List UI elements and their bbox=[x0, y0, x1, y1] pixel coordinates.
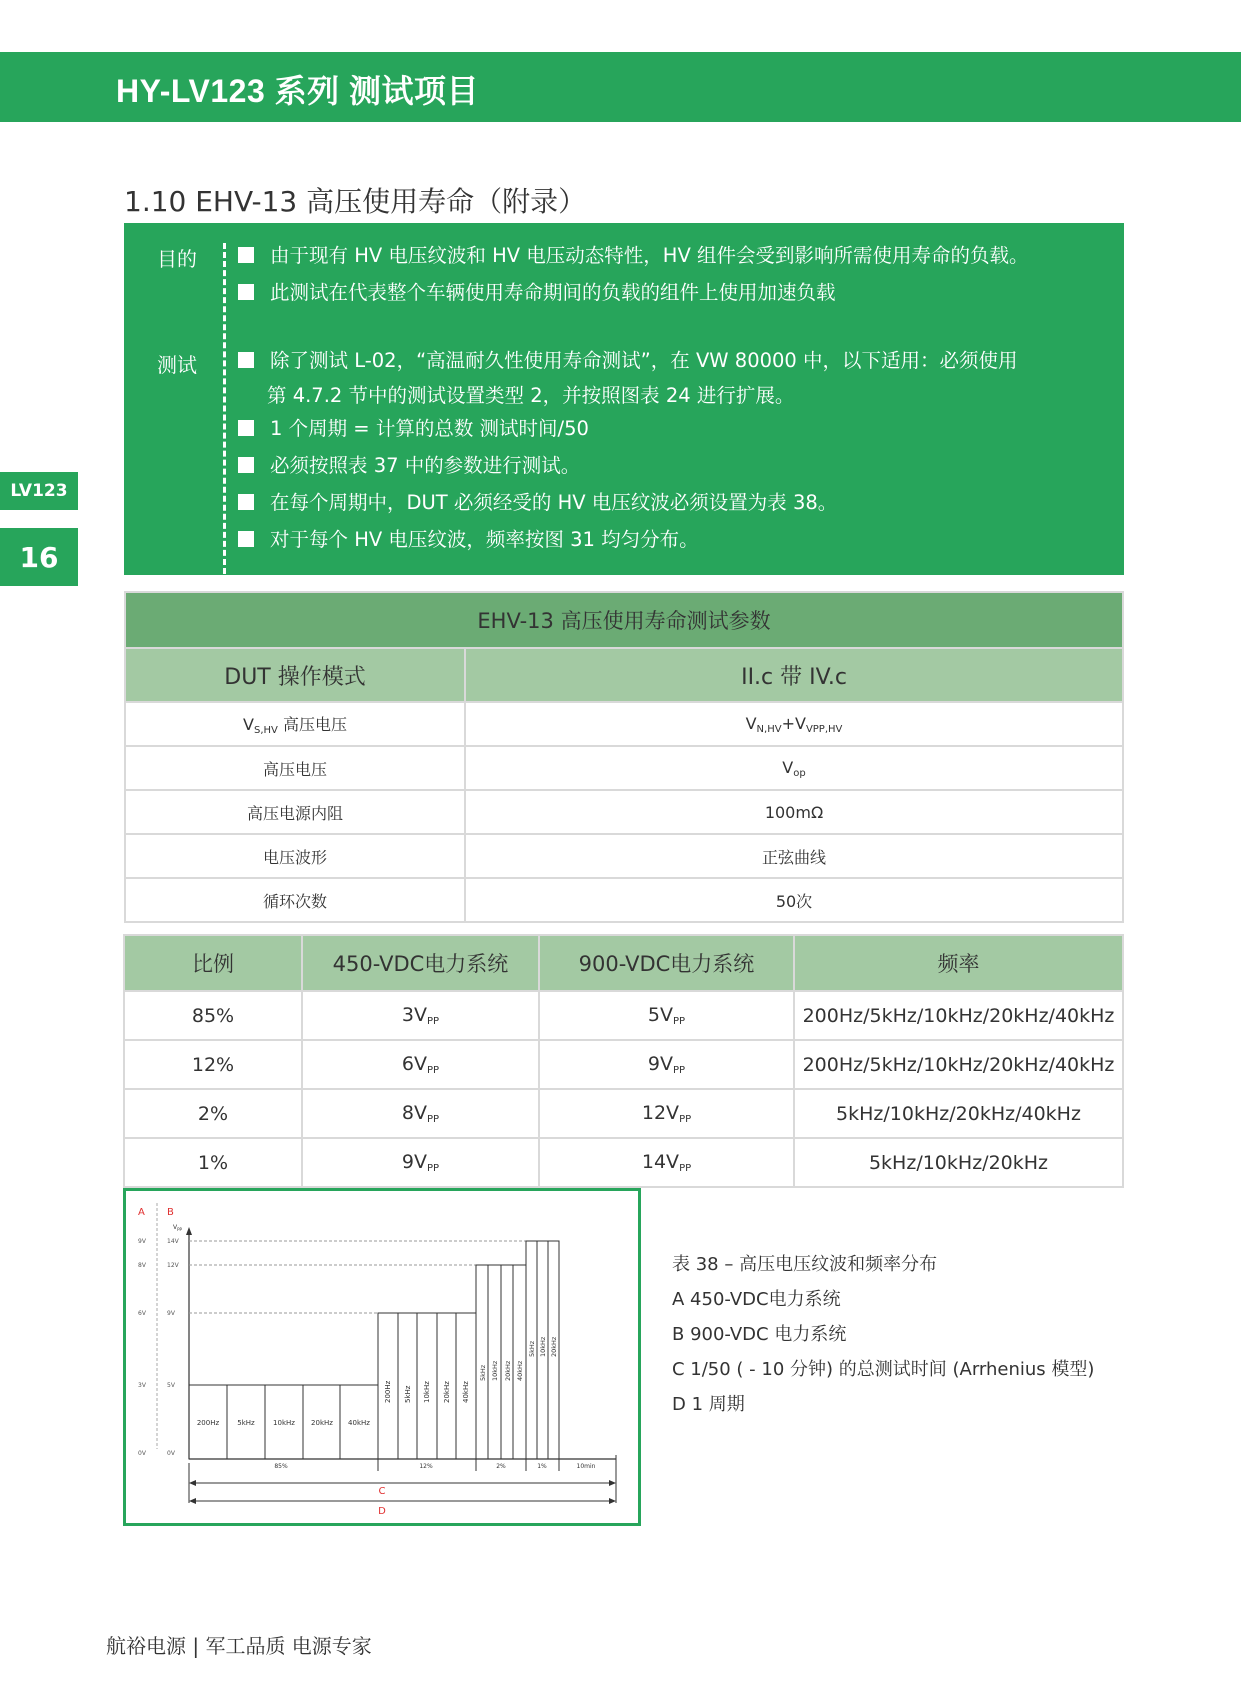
column-header: 频率 bbox=[794, 935, 1123, 991]
legend-item: D 1 周期 bbox=[672, 1394, 745, 1415]
table-row bbox=[124, 1040, 1123, 1089]
v450-cell: $9V_{PP}$ bbox=[302, 1138, 539, 1187]
param-value-cell: $V_{op}$ bbox=[465, 746, 1123, 790]
param-value-cell: 正弦曲线 bbox=[465, 834, 1123, 878]
bullet-square-icon bbox=[238, 352, 254, 368]
svg-text:12%: 12% bbox=[419, 1463, 433, 1470]
param-name-cell: 电压波形 bbox=[125, 834, 465, 878]
bullet-square-icon bbox=[238, 420, 254, 436]
header-title: HY-LV123 系列 测试项目 bbox=[116, 73, 480, 109]
freq-cell: 5kHz/10kHz/20kHz bbox=[794, 1138, 1123, 1187]
svg-text:10kHz: 10kHz bbox=[491, 1360, 499, 1381]
ratio-cell: 2% bbox=[124, 1089, 302, 1138]
freq-cell: 5kHz/10kHz/20kHz/40kHz bbox=[794, 1089, 1123, 1138]
table-row bbox=[125, 790, 1123, 834]
bullet-square-icon bbox=[238, 247, 254, 263]
column-header: 比例 bbox=[124, 935, 302, 991]
legend-item: C 1/50 ( - 10 分钟) 的总测试时间 (Arrhenius 模型) bbox=[672, 1359, 1095, 1380]
test-item: 除了测试 L-02，“高温耐久性使用寿命测试”，在 VW 80000 中，以下适用：必须使用 bbox=[238, 345, 1018, 376]
test-parameters-table bbox=[124, 591, 1124, 923]
side-tab-series: LV123 bbox=[0, 472, 78, 510]
legend-title: 表 38 – 高压电压纹波和频率分布 bbox=[672, 1254, 938, 1275]
svg-text:0V: 0V bbox=[167, 1450, 175, 1457]
svg-text:8V: 8V bbox=[138, 1262, 146, 1269]
test-label: 测试 bbox=[157, 353, 197, 377]
svg-text:5kHz: 5kHz bbox=[479, 1364, 487, 1381]
section-title: 1.10 EHV-13 高压使用寿命（附录） bbox=[124, 185, 587, 218]
table-row bbox=[125, 746, 1123, 790]
ratio-cell: 1% bbox=[124, 1138, 302, 1187]
svg-text:5V: 5V bbox=[167, 1382, 175, 1389]
column-header: 450-VDC电力系统 bbox=[302, 935, 539, 991]
table-row bbox=[125, 702, 1123, 746]
svg-text:9V: 9V bbox=[138, 1238, 146, 1245]
svg-text:20kHz: 20kHz bbox=[311, 1419, 333, 1427]
param-value-cell: $V_{N,HV}+V_{VPP,HV}$ bbox=[465, 702, 1123, 746]
svg-text:20kHz: 20kHz bbox=[504, 1360, 512, 1381]
svg-text:40kHz: 40kHz bbox=[348, 1419, 370, 1427]
column-header: DUT 操作模式 bbox=[125, 648, 465, 702]
ratio-cell: 12% bbox=[124, 1040, 302, 1089]
svg-text:10min: 10min bbox=[576, 1463, 596, 1470]
param-name-cell: 高压电压 bbox=[125, 746, 465, 790]
purpose-item: 此测试在代表整个车辆使用寿命期间的负载的组件上使用加速负载 bbox=[238, 277, 836, 308]
param-name-cell: 循环次数 bbox=[125, 878, 465, 922]
svg-text:20kHz: 20kHz bbox=[550, 1336, 558, 1357]
svg-text:9V: 9V bbox=[167, 1310, 175, 1317]
v900-cell: $9V_{PP}$ bbox=[539, 1040, 794, 1089]
v450-cell: $3V_{PP}$ bbox=[302, 991, 539, 1040]
legend-item: B 900-VDC 电力系统 bbox=[672, 1324, 847, 1345]
y-axis-label: $V_{PP}$ bbox=[173, 1224, 182, 1232]
purpose-test-box bbox=[124, 223, 1124, 575]
test-item: 对于每个 HV 电压纹波，频率按图 31 均匀分布。 bbox=[238, 524, 699, 555]
freq-cell: 200Hz/5kHz/10kHz/20kHz/40kHz bbox=[794, 1040, 1123, 1089]
svg-text:200Hz: 200Hz bbox=[384, 1380, 392, 1403]
svg-text:3V: 3V bbox=[138, 1382, 146, 1389]
svg-text:5kHz: 5kHz bbox=[404, 1385, 412, 1403]
freq-cell: 200Hz/5kHz/10kHz/20kHz/40kHz bbox=[794, 991, 1123, 1040]
purpose-item: 由于现有 HV 电压纹波和 HV 电压动态特性，HV 组件会受到影响所需使用寿命的负载。 bbox=[238, 240, 1029, 271]
legend-item: A 450-VDC电力系统 bbox=[672, 1289, 841, 1310]
bullet-square-icon bbox=[238, 494, 254, 510]
param-value-cell: 100mΩ bbox=[465, 790, 1123, 834]
svg-text:40kHz: 40kHz bbox=[462, 1381, 470, 1403]
svg-text:5kHz: 5kHz bbox=[237, 1419, 255, 1427]
bullet-square-icon bbox=[238, 457, 254, 473]
test-item: 在每个周期中，DUT 必须经受的 HV 电压纹波必须设置为表 38。 bbox=[238, 487, 837, 518]
c-label: C bbox=[378, 1486, 386, 1497]
axis-a-label: A bbox=[138, 1207, 145, 1218]
table-row bbox=[125, 834, 1123, 878]
bullet-square-icon bbox=[238, 531, 254, 547]
param-name-cell: $V_{S,HV}$ 高压电压 bbox=[125, 702, 465, 746]
table-row bbox=[124, 1138, 1123, 1187]
param-value-cell: 50次 bbox=[465, 878, 1123, 922]
page-header bbox=[0, 52, 1241, 122]
v900-cell: $14V_{PP}$ bbox=[539, 1138, 794, 1187]
ripple-frequency-diagram bbox=[123, 1188, 641, 1526]
svg-text:20kHz: 20kHz bbox=[443, 1381, 451, 1403]
ratio-cell: 85% bbox=[124, 991, 302, 1040]
page-footer: 航裕电源 | 军工品质 电源专家 bbox=[106, 1634, 372, 1658]
svg-text:85%: 85% bbox=[274, 1463, 288, 1470]
svg-text:10kHz: 10kHz bbox=[539, 1336, 547, 1357]
side-tab-page-number: 16 bbox=[0, 528, 78, 586]
v450-cell: $6V_{PP}$ bbox=[302, 1040, 539, 1089]
svg-text:1%: 1% bbox=[537, 1463, 547, 1470]
d-label: D bbox=[378, 1506, 386, 1517]
svg-text:40kHz: 40kHz bbox=[516, 1360, 524, 1381]
svg-text:6V: 6V bbox=[138, 1310, 146, 1317]
test-item: 必须按照表 37 中的参数进行测试。 bbox=[238, 450, 580, 481]
table-row bbox=[124, 991, 1123, 1040]
param-name-cell: 高压电源内阻 bbox=[125, 790, 465, 834]
svg-text:12V: 12V bbox=[167, 1262, 179, 1269]
column-header: II.c 带 IV.c bbox=[465, 648, 1123, 702]
ripple-distribution-table bbox=[123, 934, 1124, 1188]
dashed-divider bbox=[223, 243, 226, 583]
svg-text:0V: 0V bbox=[138, 1450, 146, 1457]
test-item: 1 个周期 = 计算的总数 测试时间/50 bbox=[238, 413, 589, 444]
svg-text:10kHz: 10kHz bbox=[273, 1419, 295, 1427]
axis-b-label: B bbox=[167, 1207, 174, 1218]
test-item-continuation: 第 4.7.2 节中的测试设置类型 2，并按照图表 24 进行扩展。 bbox=[267, 384, 795, 407]
svg-text:2%: 2% bbox=[496, 1463, 506, 1470]
v450-cell: $8V_{PP}$ bbox=[302, 1089, 539, 1138]
column-header: 900-VDC电力系统 bbox=[539, 935, 794, 991]
svg-text:10kHz: 10kHz bbox=[423, 1381, 431, 1403]
bullet-square-icon bbox=[238, 284, 254, 300]
svg-text:200Hz: 200Hz bbox=[196, 1419, 220, 1427]
v900-cell: $5V_{PP}$ bbox=[539, 991, 794, 1040]
table-caption: EHV-13 高压使用寿命测试参数 bbox=[125, 592, 1123, 648]
v900-cell: $12V_{PP}$ bbox=[539, 1089, 794, 1138]
table-row bbox=[125, 878, 1123, 922]
table-row bbox=[124, 1089, 1123, 1138]
diagram-legend bbox=[672, 1250, 1094, 1425]
svg-text:14V: 14V bbox=[167, 1238, 179, 1245]
svg-text:5kHz: 5kHz bbox=[528, 1340, 536, 1357]
purpose-label: 目的 bbox=[157, 247, 197, 271]
